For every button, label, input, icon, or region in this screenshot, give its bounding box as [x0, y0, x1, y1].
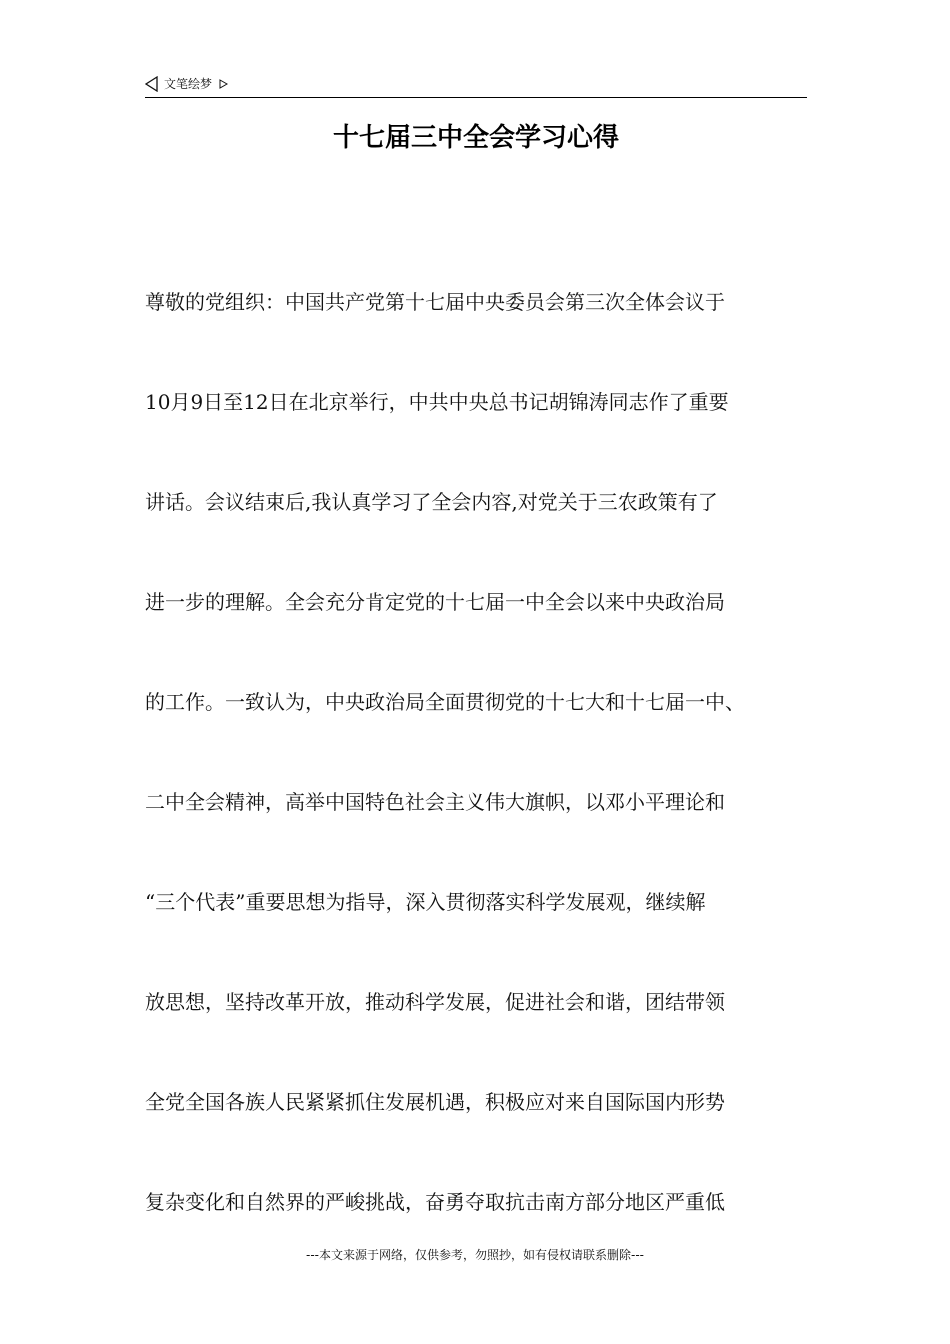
- body-line: 放思想，坚持改革开放，推动科学发展，促进社会和谐，团结带领: [145, 990, 725, 1014]
- body-line: 讲话。会议结束后,我认真学习了全会内容,对党关于三农政策有了: [145, 490, 718, 514]
- body-line: 的工作。一致认为，中央政治局全面贯彻党的十七大和十七届一中、: [145, 690, 745, 714]
- header-title: 文笔绘梦: [164, 77, 213, 91]
- body-line: 尊敬的党组织：中国共产党第十七届中央委员会第三次全体会议于: [145, 290, 725, 314]
- document-body: [145, 280, 825, 1280]
- page-header: [145, 74, 228, 94]
- document-title: 十七届三中全会学习心得: [332, 123, 619, 153]
- body-line: 进一步的理解。全会充分肯定党的十七届一中全会以来中央政治局: [145, 590, 725, 614]
- body-line: 全党全国各族人民紧紧抓住发展机遇，积极应对来自国际国内形势: [145, 1090, 725, 1114]
- header-divider: [145, 97, 807, 98]
- body-line: 复杂变化和自然界的严峻挑战，奋勇夺取抗击南方部分地区严重低: [145, 1190, 725, 1214]
- triangle-left-icon: [145, 76, 159, 92]
- footer-disclaimer: ---本文来源于网络，仅供参考，勿照抄，如有侵权请联系删除---: [306, 1248, 644, 1262]
- triangle-right-icon: [219, 79, 228, 89]
- body-line: “三个代表”重要思想为指导，深入贯彻落实科学发展观，继续解: [145, 890, 706, 914]
- body-line: 10月9日至12日在北京举行，中共中央总书记胡锦涛同志作了重要: [145, 390, 729, 414]
- body-line: 二中全会精神，高举中国特色社会主义伟大旗帜，以邓小平理论和: [145, 790, 725, 814]
